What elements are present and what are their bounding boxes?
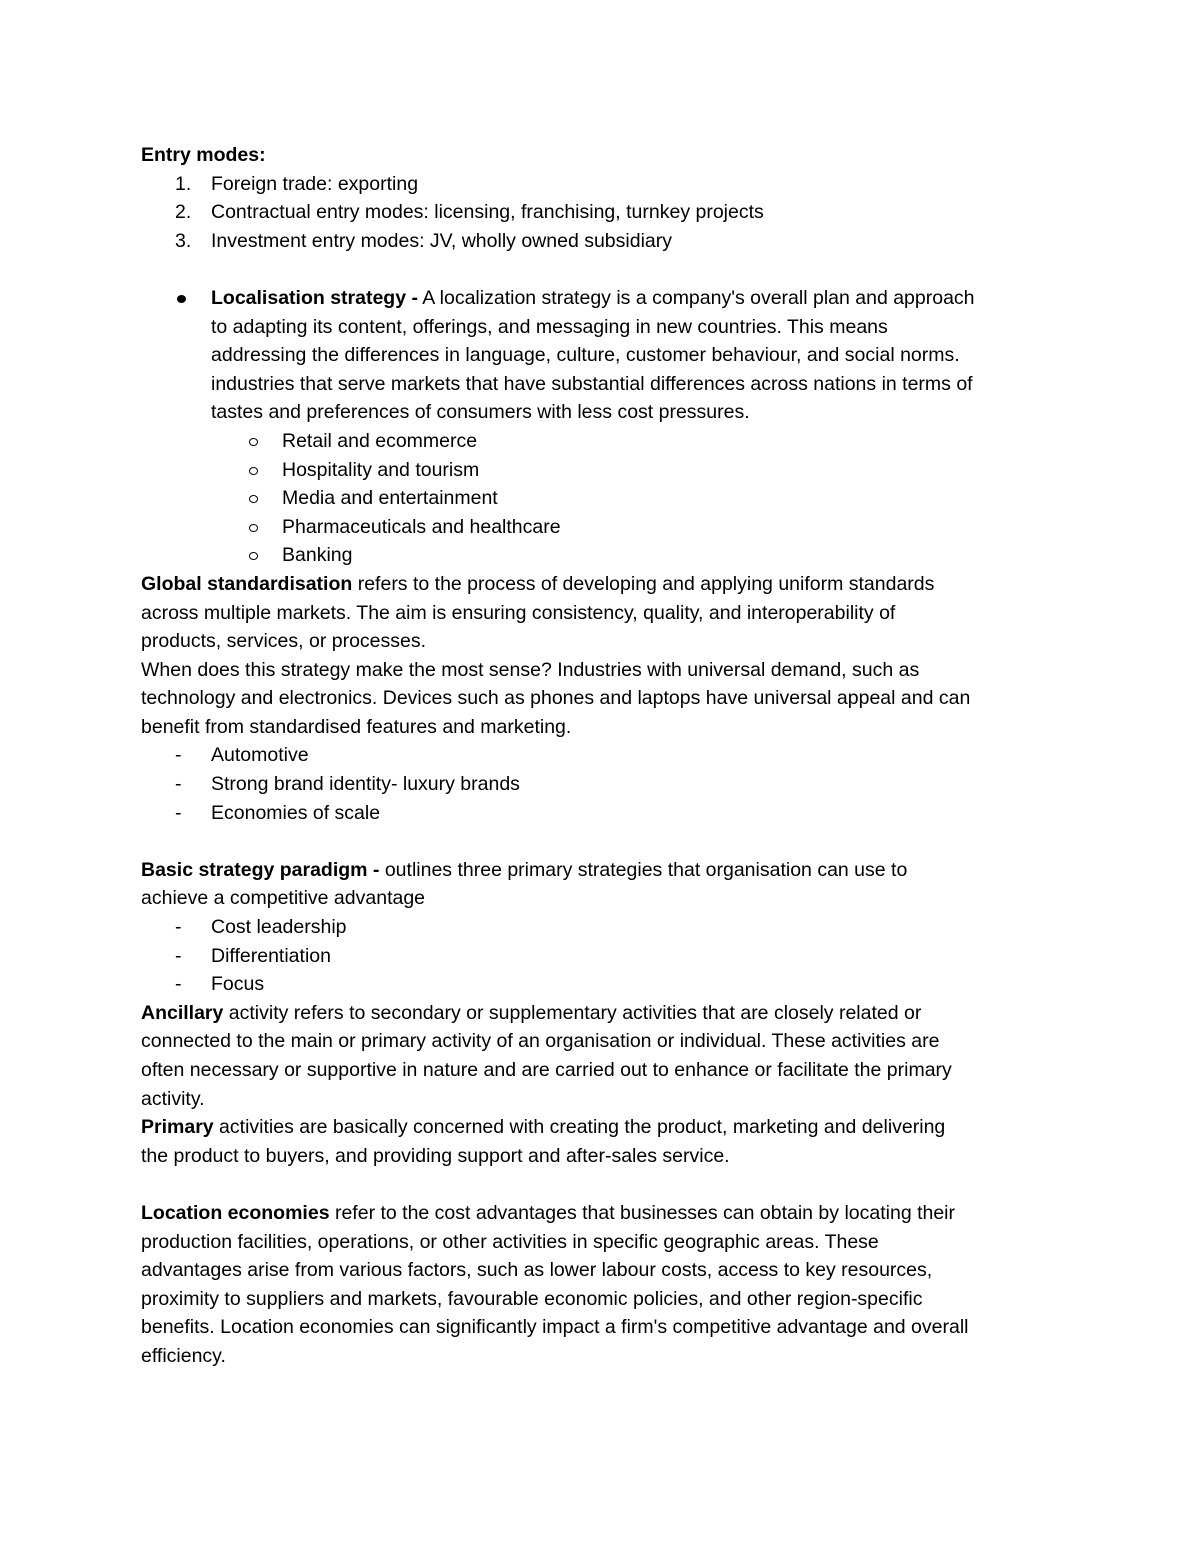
localisation-bullet: Localisation strategy - A localization strategy is a company's overall plan and approach to adapting its content, offerings, and messaging in new countries. This means addressing the differences in language, culture, customer behaviour, and social norms. industries that serve markets that have substantial differences across nations in terms of tastes and preferences of consumers with less cost pressures.: [141, 284, 1066, 427]
entry-modes-heading: Entry modes:: [141, 144, 266, 166]
document-page: Entry modes: 1. Foreign trade: exporting 2. Contractual entry modes: licensing, franchising, turnkey projects 3. Investment entry modes: JV, wholly owned subsidiary Localisation strategy - A localization strategy is a company's overall plan and approach to adapting its content, offerings, and messaging in new countries. This means addressing the differences in language, culture, customer behaviour, and social norms. industries that serve markets that have substantial differences across nations in terms of tastes and preferences of consumers with less cost pressures. Retail and ecommerce Hospitality and tourism Media and entertainment Pharmaceuticals and healthcare Banking Global standardisation refers to the process of developing and applying uniform standards across multiple markets. The aim is ensuring consistency, quality, and interoperability of products, services, or processes. When does this strategy make the most sense? Industries with universal demand, such as technology and electronics. Devices such as phones and laptops have universal appeal and can benefit from standardised features and marketing. - Automotive - Strong brand identity- luxury brands - Economies of scale Basic strategy paradigm - outlines three primary strategies that organisation can use to achieve a competitive advantage - Cost leadership - Differentiation - Focus Ancillary activity refers to secondary or supplementary activities that are closely related or connected to the main or primary activity of an organisation or individual. These activities are often necessary or supportive in nature and are carried out to enhance or facilitate the primary activity. Primary activities are basically concerned with creating the product, marketing and delivering the product to buyers, and providing support and after-sales service. Location economies refer to the cost advantages that businesses can obtain by locating their production facilities, operations, or other activities in specific geographic areas. These advantages arise from various factors, such as lower labour costs, access to key resources, proximity to suppliers and markets, favourable economic policies, and other region-specific benefits. Location economies can significantly impact a firm's competitive advantage and overall efficiency.: [141, 141, 1066, 1371]
dash-marker: -: [175, 944, 182, 967]
bullet-dot-icon: [177, 295, 186, 303]
hollow-bullet-icon: [249, 467, 258, 475]
dash-marker: -: [175, 801, 182, 824]
list-item: - Economies of scale: [141, 799, 1066, 828]
blank-line: [141, 827, 1066, 856]
ancillary-term: Ancillary: [141, 1001, 224, 1024]
list-item: Hospitality and tourism: [141, 456, 1066, 485]
basic-strategy-term: Basic strategy paradigm -: [141, 858, 380, 881]
list-item: - Strong brand identity- luxury brands: [141, 770, 1066, 799]
hollow-bullet-icon: [249, 552, 258, 560]
ancillary-paragraph: Ancillary activity refers to secondary or supplementary activities that are closely related or: [141, 1001, 922, 1024]
list-item: Banking: [141, 541, 1066, 570]
global-standardisation-paragraph: Global standardisation refers to the process of developing and applying uniform standards: [141, 572, 935, 595]
global-standardisation-term: Global standardisation: [141, 572, 353, 595]
location-economies-term: Location economies: [141, 1201, 330, 1224]
dash-marker: -: [175, 773, 182, 796]
list-item: - Differentiation: [141, 942, 1066, 971]
blank-line: [141, 255, 1066, 284]
basic-strategy-paragraph: Basic strategy paradigm - outlines three primary strategies that organisation can use to: [141, 858, 908, 881]
hollow-bullet-icon: [249, 524, 258, 532]
list-item: 2. Contractual entry modes: licensing, franchising, turnkey projects: [141, 198, 1066, 227]
dash-marker: -: [175, 744, 182, 767]
list-number: 2.: [175, 201, 192, 224]
list-item: Pharmaceuticals and healthcare: [141, 513, 1066, 542]
primary-paragraph: Primary activities are basically concerned with creating the product, marketing and delivering: [141, 1116, 946, 1139]
primary-term: Primary: [141, 1116, 214, 1139]
hollow-bullet-icon: [249, 438, 258, 446]
location-economies-paragraph: Location economies refer to the cost advantages that businesses can obtain by locating their: [141, 1201, 956, 1224]
list-item: 3. Investment entry modes: JV, wholly owned subsidiary: [141, 227, 1066, 256]
list-item: Media and entertainment: [141, 484, 1066, 513]
dash-marker: -: [175, 973, 182, 996]
list-item: - Automotive: [141, 741, 1066, 770]
localisation-term: Localisation strategy -: [211, 286, 418, 309]
list-item: - Cost leadership: [141, 913, 1066, 942]
list-item: - Focus: [141, 970, 1066, 999]
list-number: 1.: [175, 172, 192, 195]
list-number: 3.: [175, 229, 192, 252]
list-item: Retail and ecommerce: [141, 427, 1066, 456]
hollow-bullet-icon: [249, 495, 258, 503]
list-item: 1. Foreign trade: exporting: [141, 170, 1066, 199]
blank-line: [141, 1170, 1066, 1199]
dash-marker: -: [175, 916, 182, 939]
